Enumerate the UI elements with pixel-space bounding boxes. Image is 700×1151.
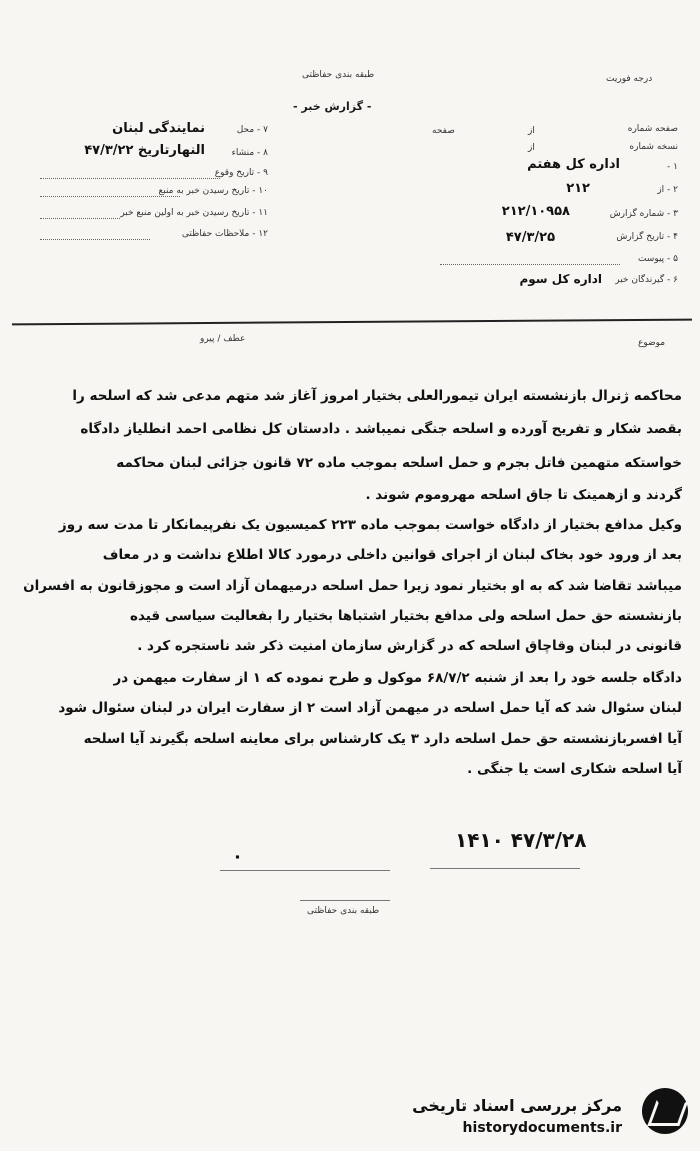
watermark-title: مرکز بررسی اسناد تاریخی bbox=[412, 1096, 622, 1115]
field-label: ۵ - پیوست bbox=[637, 254, 678, 264]
field-label: ۲ - از bbox=[657, 185, 678, 195]
field-value: اداره کل هفتم bbox=[527, 157, 620, 172]
of-label: از bbox=[528, 126, 535, 136]
field-value: النهارتاریخ ۴۷/۳/۲۲ bbox=[84, 143, 205, 158]
blank-line bbox=[40, 239, 150, 240]
field-label: نسخه شماره bbox=[629, 142, 678, 152]
body-line: آیا افسربازنشسته حق حمل اسلحه دارد ۳ یک کارشناس برای معاینه اسلحه بگیرند آیا اسلحه bbox=[83, 731, 682, 747]
classification-top: طبقه بندی حفاظتی bbox=[302, 70, 375, 80]
priority-label: درجه فوریت bbox=[606, 74, 653, 84]
of-label-2: از bbox=[528, 143, 535, 153]
field-label: ۴ - تاریخ گزارش bbox=[616, 232, 678, 242]
header-divider bbox=[12, 319, 692, 326]
field-value: ۴۷/۳/۲۵ bbox=[505, 230, 555, 245]
field-value: ۲۱۲/۱۰۹۵۸ bbox=[501, 204, 570, 219]
body-line: محاکمه ژنرال بازنشسته ایران تیمورالعلی بختیار امروز آغاز شد متهم مدعی شد که اسلحه را bbox=[72, 388, 682, 404]
field-label: ۶ - گیرندگان خبر bbox=[615, 275, 678, 285]
body-line: وکیل مدافع بختیار از دادگاه خواست بموجب ماده ۲۲۳ کمیسیون یک نفرپیمانکار تا مدت سه روز bbox=[58, 517, 682, 533]
signature-line bbox=[430, 868, 580, 869]
body-line: خواستکه متهمین فاتل بجرم و حمل اسلحه بموجب ماده ۷۲ قانون جزائی لبنان محاکمه bbox=[116, 455, 682, 471]
field-label: ۱۱ - تاریخ رسیدن خبر به اولین منبع خبر bbox=[120, 208, 268, 218]
handwritten-mark: ۰ bbox=[232, 846, 243, 867]
watermark-url: historydocuments.ir bbox=[462, 1120, 622, 1136]
body-line: آیا اسلحه شکاری است یا جنگی . bbox=[467, 761, 682, 777]
body-line: بازنشسته حق حمل اسلحه ولی مدافع بختیار اشتباها بختیار را بفعالیت سیاسی قیده bbox=[130, 608, 682, 624]
ref-label: عطف / پیرو bbox=[200, 334, 246, 344]
field-value: اداره کل سوم bbox=[519, 272, 602, 286]
archive-logo-icon bbox=[642, 1088, 688, 1134]
blank-line bbox=[40, 218, 120, 219]
field-label: ۱۰ - تاریخ رسیدن خبر به منبع bbox=[158, 186, 268, 196]
body-line: قانونی در لبنان وقاچاق اسلحه که در گزارش سازمان امنیت ذکر شد ناستجره کرد . bbox=[137, 638, 682, 654]
blank-line bbox=[40, 178, 220, 179]
blank-line bbox=[40, 196, 180, 197]
body-line: بعد از ورود خود بخاک لبنان از اجرای قوانین داخلی درمورد کالا اطلاع نداشت و در معاف bbox=[102, 547, 682, 563]
body-line: دادگاه جلسه خود را بعد از شنبه ۶۸/۷/۲ موکول و طرح نموده که ۱ از سفارت میهمن در bbox=[113, 670, 682, 686]
classification-line bbox=[300, 900, 390, 901]
classification-bottom: طبقه بندی حفاظتی bbox=[307, 906, 380, 916]
field-value: نمایندگی لبنان bbox=[112, 121, 205, 136]
report-title: - گزارش خبر - bbox=[293, 100, 372, 113]
field-label: ۹ - تاریخ وقوع bbox=[214, 168, 268, 178]
page-label: صفحه bbox=[432, 126, 455, 136]
field-label: ۳ - شماره گزارش bbox=[609, 209, 678, 219]
field-label: صفحه شماره bbox=[627, 124, 678, 134]
field-label: ۷ - محل bbox=[236, 125, 268, 135]
field-label: ۱ - bbox=[667, 162, 678, 172]
body-line: میباشد تقاضا شد که به او بختیار نمود زیرا حمل اسلحه درمیهمان آزاد است و مجوزقانون به افسران bbox=[23, 578, 682, 594]
signature-line bbox=[220, 870, 390, 871]
field-value: ۲۱۲ bbox=[566, 181, 590, 196]
blank-line bbox=[440, 264, 620, 265]
body-line: بقصد شکار و تفریح آورده و اسلحه جنگی نمیباشد . دادستان کل نظامی احمد انطلیاز دادگاه bbox=[80, 421, 682, 437]
subject-label: موضوع bbox=[638, 338, 666, 348]
body-line: لبنان سئوال شد که آیا حمل اسلحه در میهمن آزاد است ۲ از سفارت ایران در لبنان سئوال شود bbox=[58, 700, 682, 716]
field-label: ۸ - منشاء bbox=[231, 148, 268, 158]
body-line: گردند و ازهمینک تا جاق اسلحه مهروموم شوند . bbox=[365, 487, 682, 503]
handwritten-initials: ۴۷/۳/۲۸ ۱۴۱۰ bbox=[455, 828, 587, 852]
field-label: ۱۲ - ملاحظات حفاظتی bbox=[181, 229, 268, 239]
